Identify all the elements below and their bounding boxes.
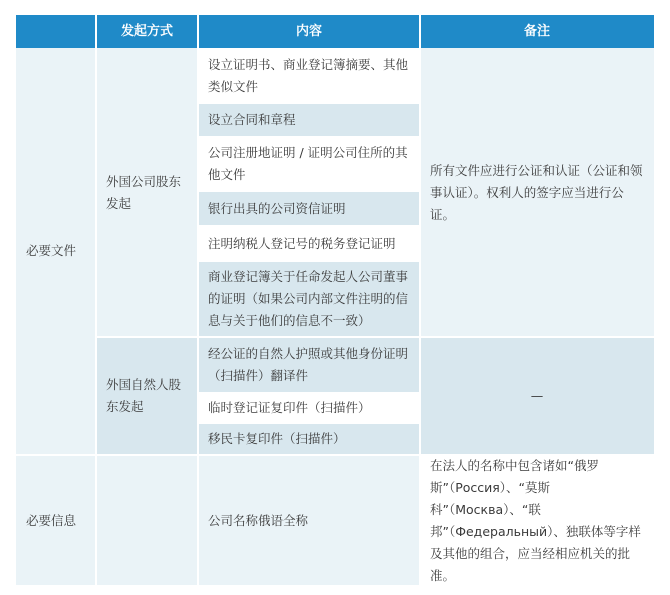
grid-line (16, 454, 654, 456)
grid-line (198, 392, 420, 394)
grid-line (198, 225, 420, 227)
group-required-docs: 必要文件 (16, 48, 96, 454)
grid-line (197, 15, 199, 585)
group-required-info: 必要信息 (16, 456, 96, 585)
content-row-4: 银行出具的公司资信证明 (198, 191, 420, 226)
content-row-3: 公司注册地证明 / 证明公司住所的其他文件 (198, 137, 420, 191)
requirements-table (16, 15, 654, 585)
content-row-5: 注明纳税人登记号的税务登记证明 (198, 226, 420, 261)
header-content: 内容 (198, 15, 420, 48)
content-row-10: 公司名称俄语全称 (198, 456, 420, 585)
note-required-info: 在法人的名称中包含诸如“俄罗斯”（Россия）、“莫斯科”（Москва）、“联邦”（Федеральный）、独联体等字样及其他的组合，应当经相应机关的批准。 (420, 456, 654, 585)
content-row-9: 移民卡复印件（扫描件） (198, 423, 420, 454)
grid-line (95, 15, 97, 585)
grid-line (198, 136, 420, 138)
header-blank (16, 15, 96, 48)
header-method: 发起方式 (96, 15, 198, 48)
content-row-6: 商业登记簿关于任命发起人公司董事的证明（如果公司内部文件注明的信息与关于他们的信息不一致） (198, 261, 420, 337)
method-info-blank (96, 456, 198, 585)
content-row-7: 经公证的自然人护照或其他身份证明（扫描件）翻译件 (198, 337, 420, 393)
content-row-2: 设立合同和章程 (198, 103, 420, 137)
grid-line (198, 260, 420, 262)
method-foreign-person: 外国自然人股东发起 (96, 337, 198, 454)
grid-line (198, 422, 420, 424)
content-row-8: 临时登记证复印件（扫描件） (198, 393, 420, 423)
header-notes: 备注 (420, 15, 654, 48)
grid-line (198, 190, 420, 192)
note-company-docs: 所有文件应进行公证和认证（公证和领事认证）。权利人的签字应当进行公证。 (420, 48, 654, 337)
grid-line (419, 15, 421, 585)
grid-line (96, 336, 654, 338)
grid-line (198, 102, 420, 104)
note-person-docs: — (420, 337, 654, 454)
content-row-1: 设立证明书、商业登记簿摘要、其他类似文件 (198, 48, 420, 103)
method-foreign-company: 外国公司股东发起 (96, 48, 198, 337)
